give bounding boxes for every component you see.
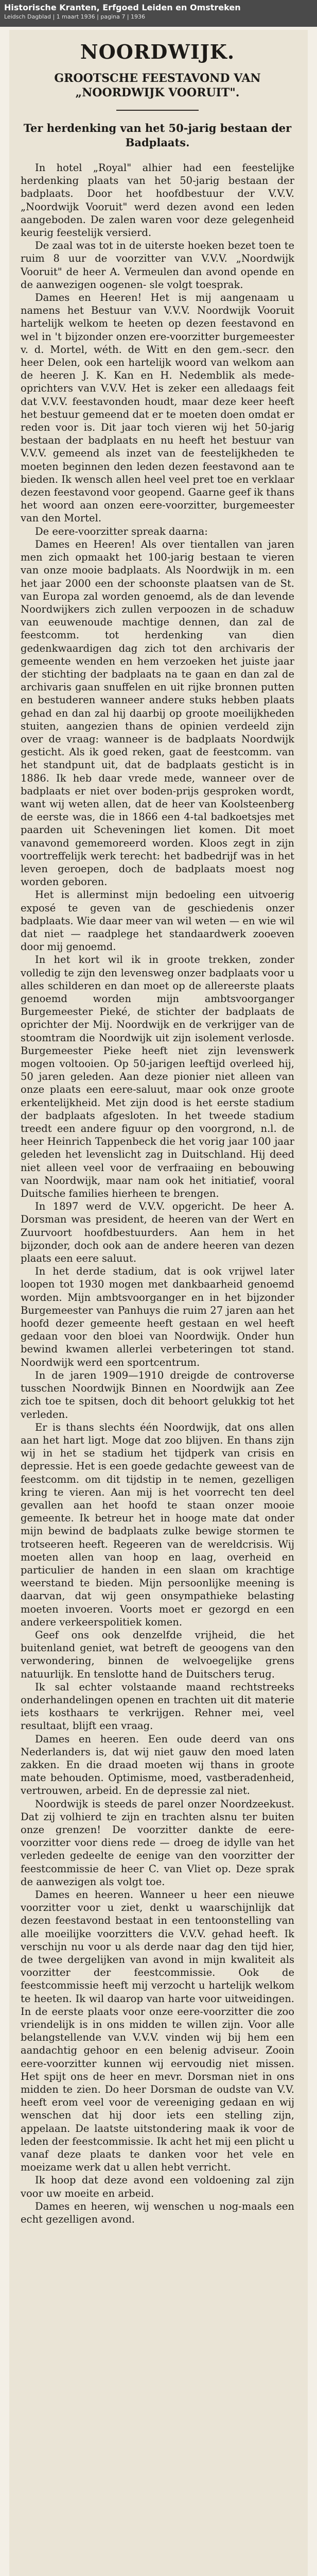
article-paragraph: Ik hoop dat deze avond een voldoening zal zijn voor uw moeite en arbeid.	[21, 2174, 294, 2199]
article-paragraph: Geef ons ook denzelfde vrijheid, die het buitenland geniet, wat betreft de geoogens van den verwondering, binnen de welvoegelijke grens natuurlijk. En tenslotte hand de Duitschers terug.	[21, 1629, 294, 1680]
article-paragraph: Dames en Heeren! Het is mij aangenaam u namens het Bestuur van V.V.V. Noordwijk Vooruit hartelijk welkom te heeten op dezen feestavond en wel in 't bijzonder onzen ere-voorzitter burgemeester v. d. Mortel, wéth. de Witt en den gem.-secr. den heer Delen, ook een hartelijk woord van welkom aan de heeren J. K. Kan en H. Nedemblik als mede-oprichters van V.V.V. Het is zeker een alledaags feit dat V.V.V. feestavonden houdt, maar deze keer heeft het bestuur gemeend dat er te moeten doen omdat er reden voor is. Dit jaar toch vieren wij het 50-jarig bestaan der badplaats en nu heeft het bestuur van V.V.V. gemeend als inzet van de feestelijkheden te moeten beginnen den leden dezen feestavond aan te bieden. Ik wensch allen heel veel pret toe en verklaar dezen feestavond voor geopend. Gaarne geef ik thans het woord aan onzen eere-voorzitter, burgemeester van den Mortel.	[21, 292, 294, 524]
article-body	[21, 161, 294, 2226]
article-paragraph: In de jaren 1909—1910 dreigde de controverse tusschen Noordwijk Binnen en Noordwijk aan Zee zich toe te spitsen, doch dit behoort gelukkig tot het verleden.	[21, 1369, 294, 1420]
article-paragraph: Dames en heeren. Wanneer u heer een nieuwe voorzitter voor u ziet, denkt u waarschijnlijk dat dezen feestavond bestaat in een tentoonstelling van alle moeilijke voorzitters die V.V.V. gehad heeft. Ik verschijn nu voor u als derde naar dag den tijd hier, de twee dergelijken van avond in mijn kwaliteit als voorzitter der feestcommissie. Ook de feestcommissie heeft mij verzocht u hartelijk welkom te heeten. Ik wil daarop van harte voor uitweidingen. In de eerste plaats voor onze eere-voorzitter die zoo vriendelijk is in ons midden te willen zijn. Voor alle belangstellende van V.V.V. vinden wij bij hem een aandachtig gehoor en een belenig adviseur. Zooin eere-voorzitter kunnen wij eervoudig niet missen. Het spijt ons de heer en mevr. Dorsman niet in ons midden te zien. Do heer Dorsman de oudste van V.V. heeft erom veel voor de vereeniging gedaan en wij wenschen dat hij door iets een stelling zijn, appelaan. De laatste uitstondering maak ik voor de leden der feestcommissie. Ik acht het mij een plicht u vanaf deze plaats te danken voor het vele en moeizame werk dat u allen hebt verricht.	[21, 1889, 294, 2174]
article-paragraph: Dames en Heeren! Als over tientallen van jaren men zich opmaakt het 100-jarig bestaan te vieren van onze mooie badplaats. Als Noordwijk in m. een het jaar 2000 een der schoonste plaatsen van de St. van Europa zal worden genoemd, als de dan levende Noordwijkers zich zullen verpoozen in de schaduw van eeuwenoude machtige dennen, dan zal de feestcomm. tot herdenking van dien gedenkwaardigen dag zich tot den archivaris der gemeente wenden en hem verzoeken het juiste jaar der stichting der badplaats na te gaan en dan zal de archivaris gaan snuffelen en uit rijke bronnen putten en bestuderen wanneer andere stuks hebben plaats gehad en dan zal hij daarbij op groote moeilijkheden stuiten, aangezien thans de opinien verdeeld zijn over de vraag: wanneer is de badplaats Noordwijk gesticht. Als ik goed reken, gaat de feestcomm. van het standpunt uit, dat de badplaats gesticht is in 1886. Ik heb daar vrede mede, wanneer over de badplaats er niet over boden-prijs gesproken wordt, want wij weten allen, dat de heer van Koolsteenberg de eerste was, die in 1866 een 4-tal badkoetsjes met paarden uit Scheveningen liet komen. Dit moet vanavond gememoreerd worden. Kloos zegt in zijn voortreffelijk werk terecht: het badbedrijf was in het leven geroepen, doch de badplaats moest nog worden geboren.	[21, 538, 294, 888]
article-paragraph: Het is allerminst mijn bedoeling een uitvoerig exposé te geven van de geschiedenis onzer badplaats. Wie daar meer van wil weten — en wie wil dat niet — raadplege het standaardwerk zooeven door mij genoemd.	[21, 889, 294, 953]
article-paragraph: De eere-voorzitter spreak daarna:	[35, 525, 208, 537]
article-lead: Ter herdenking van het 50-jarig bestaan der Badplaats.	[23, 122, 292, 149]
article-paragraph: In het kort wil ik in groote trekken, zonder volledig te zijn den levensweg onzer badplaats voor u alles schilderen en dan moet op de allereerste plaats genoemd worden mijn ambtsvoorganger Burgemeester Pieké, de stichter der badplaats de oprichter der Mij. Noordwijk en de verkrijger van de stoomtram die Noordwijk uit zijn isolement verlosde. Burgemeester Pieke heeft niet zijn levenswerk mogen voltooien. Op 50-jarigen leeftijd overleed hij, 50 jaren geleden. Aan deze pionier niet alleen van onze plaats een eere-saluut, maar ook onze groote erkentelijkheid. Met zijn dood is het eerste stadium der badplaats afgesloten. In het tweede stadium treedt een andere figuur op den voorgrond, n.l. de heer Heinrich Tappenbeck die het vorig jaar 100 jaar geleden het levenslicht zag in Duitschland. Hij deed niet alleen veel voor de verfraaiing en bebouwing van Noordwijk, maar nam ook het initiatief, vooral Duitsche families hierheen te brengen.	[21, 954, 294, 1200]
article-paragraph: In hotel „Royal" alhier had een feestelijke herdenking plaats van het 50-jarig bestaan der badplaats. Door het hoofdbestuur der V.V.V. „Noordwijk Vooruit" werd dezen avond een leden aangeboden. De zalen waren voor deze gelegenheid keurig feestelijk versierd.	[21, 162, 294, 239]
article-paragraph: Ik sal echter volstaande maand rechtstreeks onderhandelingen openen en trachten uit dit materie iets kosthaars te verkrijgen. Rehner mei, veel resultaat, blijft een vraag.	[21, 1681, 294, 1732]
article-subheading: „NOORDWIJK VOORUIT".	[75, 86, 240, 99]
article-paragraph: In het derde stadium, dat is ook vrijwel later loopen tot 1930 mogen met dankbaarheid genoemd worden. Mijn ambtsvoorganger en in het bijzonder Burgemeester van Panhuys die ruim 27 jaren aan het hoofd dezer gemeente heeft gestaan en wel heeft gedaan voor den bloei van Noordwijk. Onder hun bewind kwamen allerlei verbeteringen tot stand. Noordwijk werd een sportcentrum.	[21, 1265, 294, 1368]
app-title: Historische Kranten, Erfgoed Leiden en Omstreken	[4, 3, 241, 12]
source-meta: Leidsch Dagblad | 1 maart 1936 | pagina 7 | 1936	[4, 13, 146, 20]
article-paragraph: Noordwijk is steeds de parel onzer Noordzeekust. Dat zij volhierd te zijn en trachten alsnu ter buiten onze grenzen! De voorzitter dankte de eere-voorzitter voor diens rede — droeg de idylle van het verleden gedeelte de eenige van den voorzitter der feestcommissie de heer C. van Vliet op. Deze sprak de aanwezigen als volgt toe.	[21, 1798, 294, 1888]
app-header	[0, 0, 317, 27]
article-paragraph: Er is thans slechts één Noordwijk, dat ons allen aan het hart ligt. Moge dat zoo blijven. En thans zijn wij in het se stadium het tijdperk van crisis en depressie. Het is een goede gedachte geweest van de feestcomm. om dit tijdstip in te nemen, gezelligen kring te vieren. Aan mij is het voorrecht ten deel gevallen aan het hoofd te staan onzer mooie gemeente. Ik betreur het in hooge mate dat onder mijn bewind de badplaats zulke bewige stormen te trotseeren heeft. Regeeren van de wereldcrisis. Wij moeten allen van hoop en laag, overheid en particulier de handen in een slaan om krachtige weerstand te bieden. Mijn persoonlijke meening is daarvan, dat wij geen onsympathieke belasting moeten invoeren. Voorts moet er gezorgd en een andere verkeerspolitiek komen.	[21, 1421, 294, 1628]
article-paragraph: Dames en heeren. Een oude deerd van ons Nederlanders is, dat wij niet gauw den moed laten zakken. En die draad moeten wij thans in groote mate behouden. Optimisme, moed, vastberadenheid, vertrouwen, arbeid. En de depressie zal niet.	[21, 1733, 294, 1797]
article-paragraph: De zaal was tot in de uiterste hoeken bezet toen te ruim 8 uur de voorzitter van V.V.V. „Noordwijk Vooruit" de heer A. Vermeulen dan avond opende en de aanwezigen oogenen- sle volgt toesprak.	[21, 240, 294, 291]
article-heading: GROOTSCHE FEESTAVOND VAN	[54, 72, 261, 85]
heading-divider	[116, 110, 199, 111]
newspaper-clipping	[9, 30, 308, 2576]
article-paragraph: Dames en heeren, wij wenschen u nog-maals een echt gezelligen avond.	[21, 2200, 294, 2226]
article-place: NOORDWIJK.	[80, 40, 235, 63]
article-paragraph: In 1897 werd de V.V.V. opgericht. De heer A. Dorsman was president, de heeren van der Wert en Zuurvoort hoofdbestuurders. Aan hem in het bijzonder, doch ook aan de andere heeren van dezen plaats een eere saluut.	[21, 1200, 294, 1265]
